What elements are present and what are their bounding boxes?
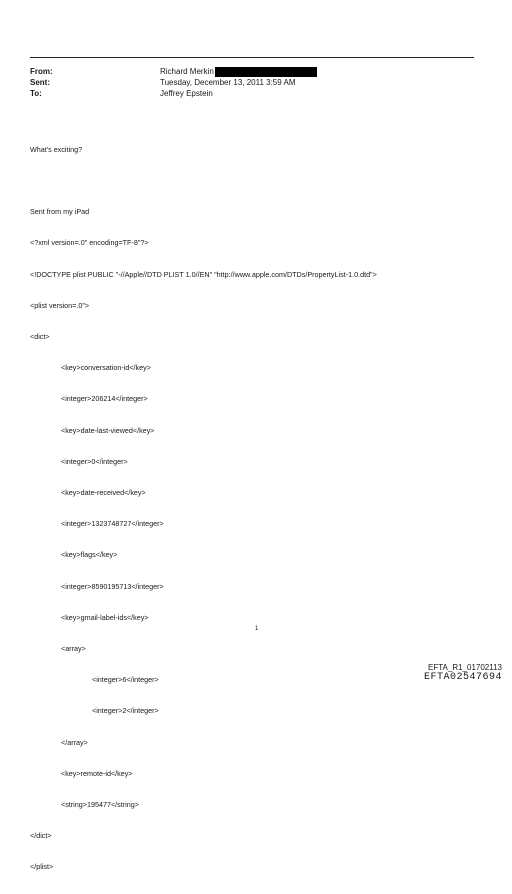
body-line: What's exciting? xyxy=(30,144,83,154)
sent-label: Sent: xyxy=(30,78,50,87)
body-line: </plist> xyxy=(30,862,54,872)
to-row xyxy=(30,88,470,99)
from-row xyxy=(30,66,470,77)
body-line: </dict> xyxy=(30,831,52,841)
body-line: </array> xyxy=(61,737,88,747)
body-line: Sent from my iPad xyxy=(30,207,90,217)
body-line: <plist version=.0"> xyxy=(30,300,90,310)
email-header xyxy=(30,66,470,99)
redaction-box xyxy=(215,67,317,77)
body-line: <integer>6</integer> xyxy=(92,675,159,685)
sent-value: Tuesday, December 13, 2011 3:59 AM xyxy=(160,78,296,87)
from-value: Richard Merkin xyxy=(160,67,214,76)
bates-stamp xyxy=(424,663,502,683)
sent-row xyxy=(30,77,470,88)
to-value: Jeffrey Epstein xyxy=(160,89,213,98)
from-label: From: xyxy=(30,67,53,76)
body-line: <key>remote-id</key> xyxy=(61,768,133,778)
body-line: <integer>1323748727</integer> xyxy=(61,519,164,529)
body-line: <array> xyxy=(61,644,86,654)
body-line: <integer>206214</integer> xyxy=(61,394,148,404)
body-line: <key>conversation-id</key> xyxy=(61,363,151,373)
body-line: <key>gmail-label-ids</key> xyxy=(61,612,149,622)
body-line: <integer>2</integer> xyxy=(92,706,159,716)
body-line xyxy=(30,176,490,186)
to-label: To: xyxy=(30,89,42,98)
page-number: 1 xyxy=(255,626,259,632)
body-line: <integer>8590195713</integer> xyxy=(61,581,164,591)
email-body xyxy=(30,124,490,894)
body-line: <key>date-last-viewed</key> xyxy=(61,425,155,435)
body-line: <string>195477</string> xyxy=(61,800,139,810)
body-line: <?xml version=.0" encoding=TF-8"?> xyxy=(30,238,149,248)
body-line: <key>date-received</key> xyxy=(61,488,146,498)
body-line: <!DOCTYPE plist PUBLIC "-//Apple//DTD PLIST 1.0//EN" "http://www.apple.com/DTDs/PropertyList-1.0.dtd"> xyxy=(30,269,377,279)
body-line: <key>flags</key> xyxy=(61,550,118,560)
body-line: <integer>0</integer> xyxy=(61,456,128,466)
bates-number-1: EFTA_R1_01702113 xyxy=(428,663,502,672)
body-line: <dict> xyxy=(30,332,50,342)
header-rule xyxy=(30,57,474,58)
bates-number-2: EFTA02547694 xyxy=(423,672,502,683)
